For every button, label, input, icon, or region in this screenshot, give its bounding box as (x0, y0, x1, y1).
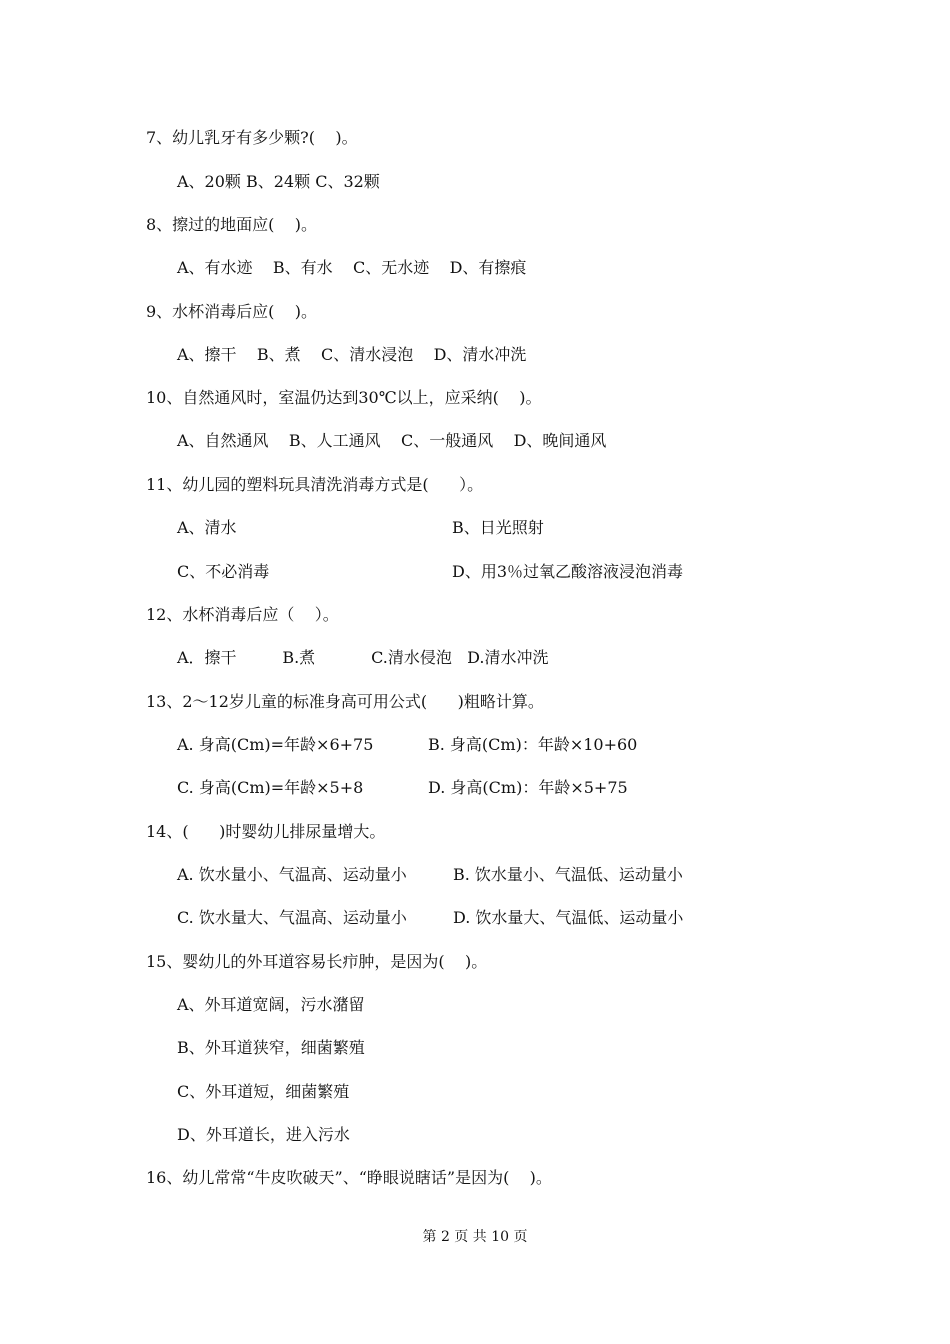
question-7-options: A、20颗 B、24颗 C、32颗 (177, 172, 380, 191)
question-13-option-c: C. 身高(Cm)=年龄×5+8 (177, 778, 364, 797)
question-15-option-d: D、外耳道长，进入污水 (177, 1125, 350, 1144)
question-11-stem: 11、幼儿园的塑料玩具清洗消毒方式是( ）。 (146, 475, 484, 494)
page-number-footer: 第 2 页 共 10 页 (422, 1229, 528, 1245)
question-9-stem: 9、水杯消毒后应( )。 (146, 302, 318, 321)
question-8-stem: 8、擦过的地面应( )。 (146, 215, 318, 234)
question-14-option-c: C. 饮水量大、气温高、运动量小 (177, 908, 407, 927)
question-12-options: A．擦干 B.煮 C.清水侵泡 D.清水冲洗 (177, 648, 549, 667)
question-11-option-c: C、不必消毒 (177, 562, 270, 581)
question-14-option-b: B. 饮水量小、气温低、运动量小 (453, 865, 683, 884)
question-15-stem: 15、婴幼儿的外耳道容易长疖肿，是因为( )。 (146, 952, 488, 971)
question-11-option-d: D、用3％过氧乙酸溶液浸泡消毒 (452, 562, 684, 581)
question-8-options: A、有水迹 B、有水 C、无水迹 D、有擦痕 (177, 258, 527, 277)
question-13-option-b: B. 身高(Cm)：年龄×10+60 (428, 735, 638, 754)
question-7-stem: 7、幼儿乳牙有多少颗?( )。 (146, 128, 358, 147)
question-10-options: A、自然通风 B、人工通风 C、一般通风 D、晚间通风 (177, 431, 607, 450)
question-15-option-b: B、外耳道狭窄，细菌繁殖 (177, 1038, 365, 1057)
question-13-stem: 13、2～12岁儿童的标准身高可用公式( )粗略计算。 (146, 692, 544, 711)
question-10-stem: 10、自然通风时，室温仍达到30℃以上，应采纳( )。 (146, 388, 542, 407)
question-14-option-a: A. 饮水量小、气温高、运动量小 (177, 865, 407, 884)
question-15-option-a: A、外耳道宽阔，污水潴留 (177, 995, 365, 1014)
question-14-stem: 14、( )时婴幼儿排尿量增大。 (146, 822, 386, 841)
question-14-option-d: D. 饮水量大、气温低、运动量小 (453, 908, 684, 927)
question-11-option-a: A、清水 (177, 518, 237, 537)
question-11-option-b: B、日光照射 (452, 518, 544, 537)
question-16-stem: 16、幼儿常常“牛皮吹破天”、“睁眼说瞎话”是因为( )。 (146, 1168, 552, 1187)
question-15-option-c: C、外耳道短，细菌繁殖 (177, 1082, 350, 1101)
question-13-option-d: D. 身高(Cm)：年龄×5+75 (428, 778, 628, 797)
question-12-stem: 12、水杯消毒后应（ ）。 (146, 605, 339, 624)
question-9-options: A、擦干 B、煮 C、清水浸泡 D、清水冲洗 (177, 345, 527, 364)
question-13-option-a: A. 身高(Cm)=年龄×6+75 (177, 735, 374, 754)
